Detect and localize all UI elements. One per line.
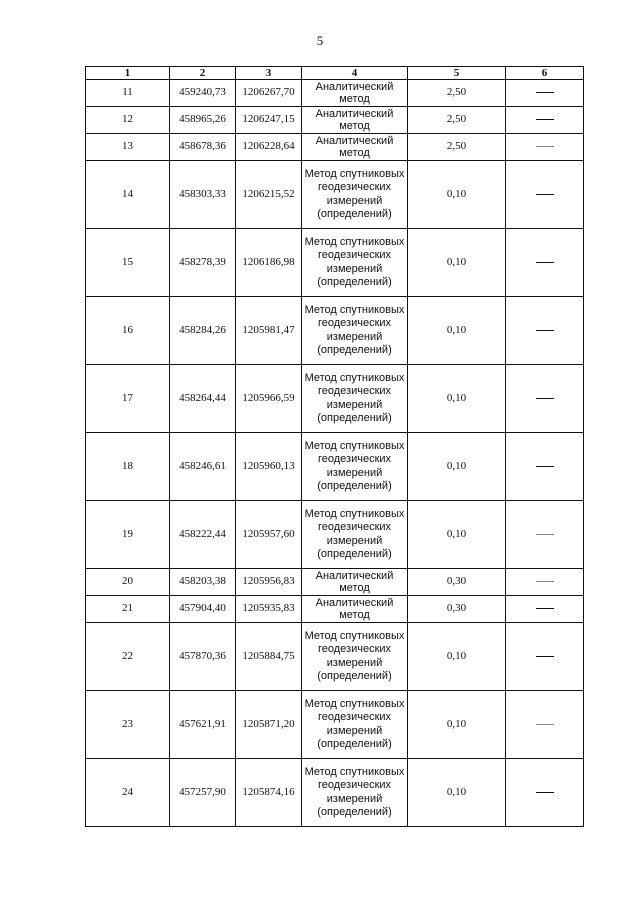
table-row: [86, 107, 584, 134]
method-cell: Аналитический метод: [302, 569, 408, 596]
table-row: [86, 596, 584, 623]
table-row: [86, 229, 584, 297]
x-coordinate-cell: 458303,33: [170, 161, 236, 229]
point-number-cell: 12: [86, 107, 170, 134]
method-cell: Метод спутниковых геодезических измерений (определений): [302, 433, 408, 501]
table-header-row: [86, 67, 584, 80]
x-coordinate-cell: 458965,26: [170, 107, 236, 134]
column-header-4: 4: [302, 67, 408, 80]
dash-mark: [536, 146, 554, 147]
accuracy-cell: 0,10: [408, 229, 506, 297]
y-coordinate-cell: 1206247,15: [236, 107, 302, 134]
point-number-cell: 18: [86, 433, 170, 501]
point-number-cell: 16: [86, 297, 170, 365]
accuracy-cell: 0,10: [408, 623, 506, 691]
accuracy-cell: 0,10: [408, 365, 506, 433]
y-coordinate-cell: 1205966,59: [236, 365, 302, 433]
method-cell: Аналитический метод: [302, 596, 408, 623]
accuracy-cell: 2,50: [408, 134, 506, 161]
note-cell: [506, 107, 584, 134]
table-row: [86, 433, 584, 501]
point-number-cell: 17: [86, 365, 170, 433]
dash-mark: [536, 581, 554, 582]
accuracy-cell: 0,10: [408, 501, 506, 569]
note-cell: [506, 161, 584, 229]
x-coordinate-cell: 458222,44: [170, 501, 236, 569]
x-coordinate-cell: 458278,39: [170, 229, 236, 297]
accuracy-cell: 0,30: [408, 569, 506, 596]
note-cell: [506, 433, 584, 501]
dash-mark: [536, 398, 554, 399]
y-coordinate-cell: 1206215,52: [236, 161, 302, 229]
y-coordinate-cell: 1205871,20: [236, 691, 302, 759]
table-row: [86, 623, 584, 691]
point-number-cell: 14: [86, 161, 170, 229]
method-cell: Аналитический метод: [302, 80, 408, 107]
method-cell: Метод спутниковых геодезических измерений (определений): [302, 501, 408, 569]
table-row: [86, 569, 584, 596]
point-number-cell: 15: [86, 229, 170, 297]
accuracy-cell: 2,50: [408, 107, 506, 134]
x-coordinate-cell: 458284,26: [170, 297, 236, 365]
x-coordinate-cell: 457870,36: [170, 623, 236, 691]
y-coordinate-cell: 1206267,70: [236, 80, 302, 107]
dash-mark: [536, 724, 554, 725]
table-row: [86, 691, 584, 759]
y-coordinate-cell: 1205884,75: [236, 623, 302, 691]
table-row: [86, 365, 584, 433]
note-cell: [506, 596, 584, 623]
note-cell: [506, 691, 584, 759]
point-number-cell: 11: [86, 80, 170, 107]
accuracy-cell: 2,50: [408, 80, 506, 107]
dash-mark: [536, 466, 554, 467]
y-coordinate-cell: 1205935,83: [236, 596, 302, 623]
note-cell: [506, 569, 584, 596]
point-number-cell: 24: [86, 759, 170, 827]
x-coordinate-cell: 457621,91: [170, 691, 236, 759]
note-cell: [506, 501, 584, 569]
x-coordinate-cell: 459240,73: [170, 80, 236, 107]
point-number-cell: 20: [86, 569, 170, 596]
column-header-3: 3: [236, 67, 302, 80]
accuracy-cell: 0,10: [408, 691, 506, 759]
dash-mark: [536, 119, 554, 120]
point-number-cell: 22: [86, 623, 170, 691]
column-header-2: 2: [170, 67, 236, 80]
column-header-1: 1: [86, 67, 170, 80]
note-cell: [506, 759, 584, 827]
method-cell: Метод спутниковых геодезических измерений (определений): [302, 691, 408, 759]
column-header-5: 5: [408, 67, 506, 80]
dash-mark: [536, 534, 554, 535]
dash-mark: [536, 608, 554, 609]
table-row: [86, 161, 584, 229]
method-cell: Метод спутниковых геодезических измерений (определений): [302, 229, 408, 297]
method-cell: Метод спутниковых геодезических измерений (определений): [302, 623, 408, 691]
y-coordinate-cell: 1205957,60: [236, 501, 302, 569]
method-cell: Метод спутниковых геодезических измерений (определений): [302, 297, 408, 365]
y-coordinate-cell: 1206186,98: [236, 229, 302, 297]
table-row: [86, 759, 584, 827]
method-cell: Метод спутниковых геодезических измерений (определений): [302, 161, 408, 229]
point-number-cell: 19: [86, 501, 170, 569]
note-cell: [506, 297, 584, 365]
x-coordinate-cell: 457257,90: [170, 759, 236, 827]
note-cell: [506, 623, 584, 691]
note-cell: [506, 80, 584, 107]
accuracy-cell: 0,10: [408, 759, 506, 827]
method-cell: Аналитический метод: [302, 134, 408, 161]
y-coordinate-cell: 1205956,83: [236, 569, 302, 596]
x-coordinate-cell: 457904,40: [170, 596, 236, 623]
point-number-cell: 13: [86, 134, 170, 161]
coordinates-table: [85, 66, 584, 827]
dash-mark: [536, 92, 554, 93]
accuracy-cell: 0,30: [408, 596, 506, 623]
table-row: [86, 134, 584, 161]
note-cell: [506, 229, 584, 297]
note-cell: [506, 365, 584, 433]
accuracy-cell: 0,10: [408, 433, 506, 501]
x-coordinate-cell: 458203,38: [170, 569, 236, 596]
dash-mark: [536, 656, 554, 657]
dash-mark: [536, 330, 554, 331]
point-number-cell: 21: [86, 596, 170, 623]
y-coordinate-cell: 1205981,47: [236, 297, 302, 365]
page-number: 5: [316, 33, 324, 48]
method-cell: Метод спутниковых геодезических измерений (определений): [302, 759, 408, 827]
method-cell: Аналитический метод: [302, 107, 408, 134]
table-body: [86, 80, 584, 827]
dash-mark: [536, 194, 554, 195]
dash-mark: [536, 262, 554, 263]
table-row: [86, 297, 584, 365]
y-coordinate-cell: 1206228,64: [236, 134, 302, 161]
point-number-cell: 23: [86, 691, 170, 759]
x-coordinate-cell: 458246,61: [170, 433, 236, 501]
accuracy-cell: 0,10: [408, 161, 506, 229]
y-coordinate-cell: 1205874,16: [236, 759, 302, 827]
x-coordinate-cell: 458264,44: [170, 365, 236, 433]
dash-mark: [536, 792, 554, 793]
x-coordinate-cell: 458678,36: [170, 134, 236, 161]
column-header-6: 6: [506, 67, 584, 80]
note-cell: [506, 134, 584, 161]
table-row: [86, 80, 584, 107]
y-coordinate-cell: 1205960,13: [236, 433, 302, 501]
method-cell: Метод спутниковых геодезических измерений (определений): [302, 365, 408, 433]
table-row: [86, 501, 584, 569]
accuracy-cell: 0,10: [408, 297, 506, 365]
